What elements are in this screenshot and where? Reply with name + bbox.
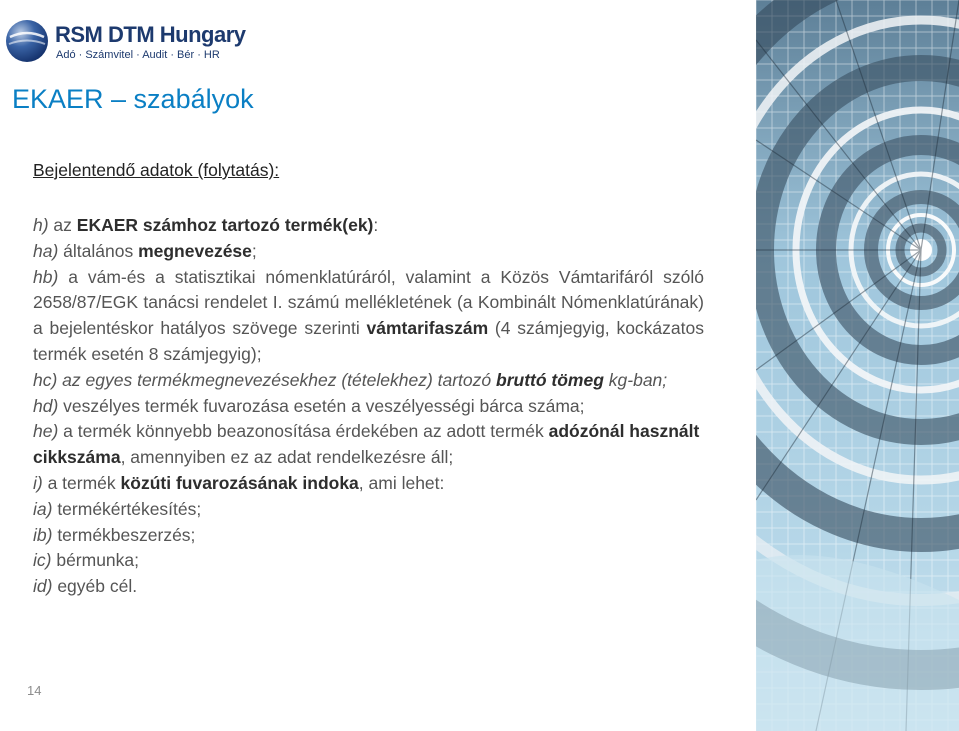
company-logo [4,18,246,64]
spiral-staircase-image [756,0,959,731]
slide-title: EKAER – szabályok [12,84,254,114]
logo-tagline: Adó · Számvitel · Audit · Bér · HR [56,49,220,61]
globe-logo-icon [4,18,50,64]
item-ib: ib) termékbeszerzés; [33,524,196,545]
item-ha: ha) általános megnevezése; [33,240,257,261]
logo-name: RSM DTM Hungary [55,22,246,47]
item-h: h) az EKAER számhoz tartozó termék(ek): [33,215,379,235]
page-number: 14 [27,683,42,698]
item-id: id) egyéb cél. [33,576,138,597]
slide-content [33,213,704,600]
item-i: i) a termék közúti fuvarozásának indoka, ami lehet: [33,472,445,493]
item-hd: hd) veszélyes termék fuvarozása esetén a veszélyességi bárca száma; [33,395,585,416]
item-he: he) a termék könnyebb beazonosítása érdekében az adott termék adózónál használt cikkszáma, amennyiben ez az adat rendelkezésre áll; [33,421,700,468]
item-hc: hc) az egyes termékmegnevezésekhez (tételekhez) tartozó bruttó tömeg kg-ban; [33,369,668,390]
item-ia: ia) termékértékesítés; [33,498,202,519]
item-ic: ic) bérmunka; [33,550,140,571]
section-subtitle: Bejelentendő adatok (folytatás): [33,160,280,180]
item-hb: hb) a vám-és a statisztikai nómenklatúráról, valamint a Közös Vámtarifáról szóló 2658/87/EGK tanácsi rendelet I. számú mellékletének (a Kombinált Nómenklatúrának) a bejelentéskor hatályos szövege szerinti vámtarifaszám (4 számjegyig, kockázatos termék esetén 8 számjegyig); [33,266,704,364]
